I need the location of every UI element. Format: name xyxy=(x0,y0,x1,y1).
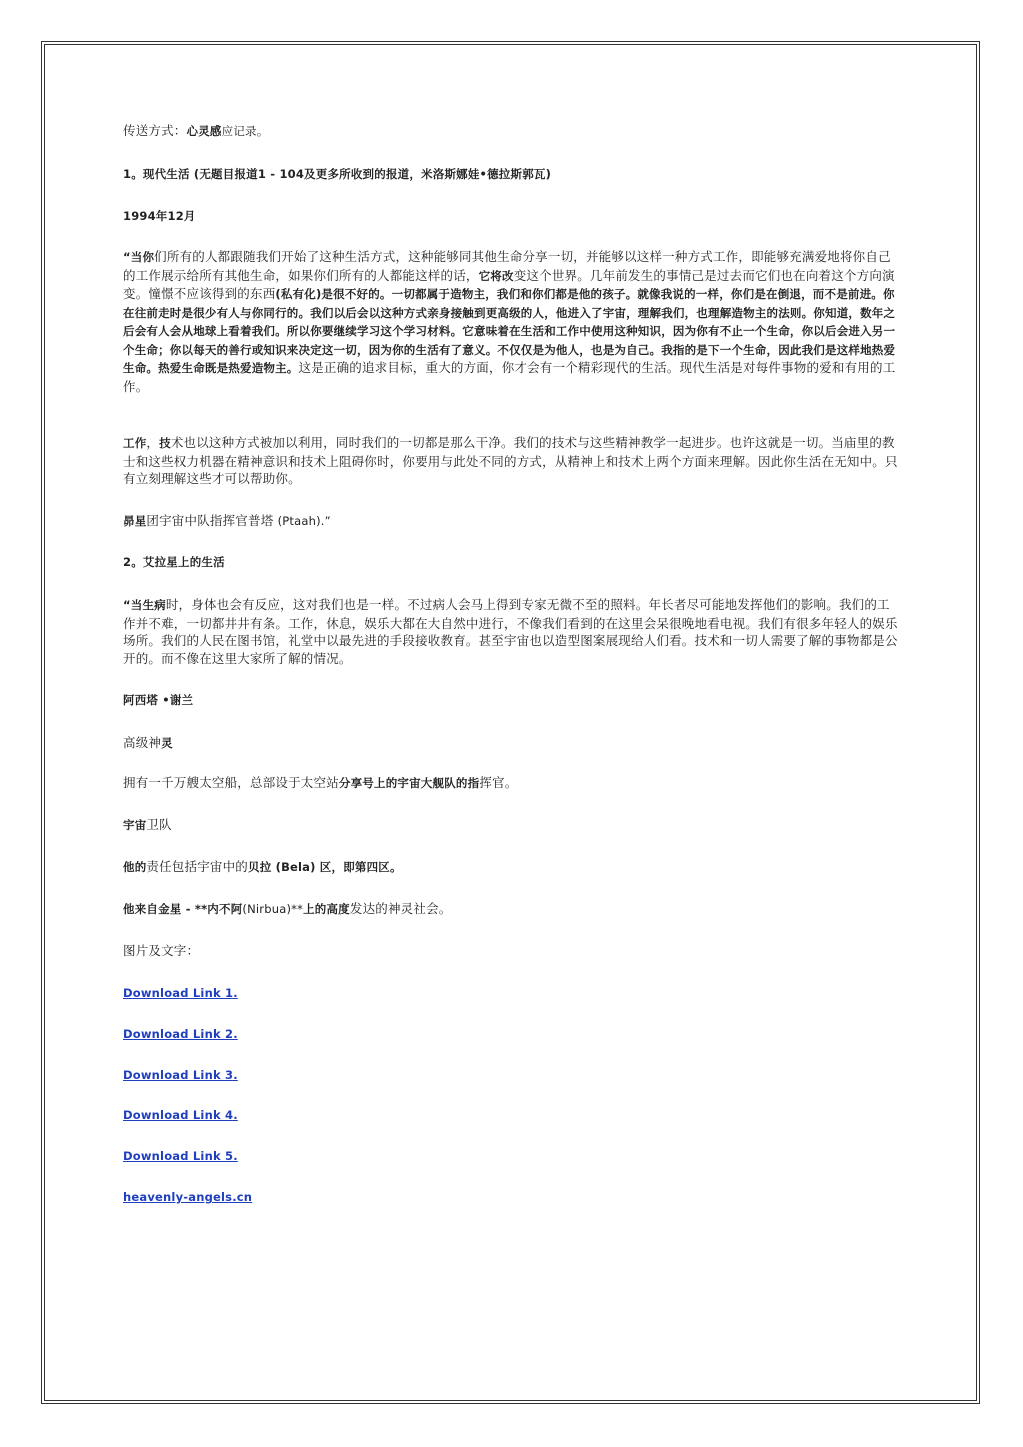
download-link-1-row xyxy=(123,984,238,1003)
download-link-3-row xyxy=(123,1066,238,1085)
date-line: 1994年12月 xyxy=(123,209,196,223)
download-link-2-row xyxy=(123,1025,238,1044)
paragraph-3: “当生病时，身体也会有反应，这对我们也是一样。不过病人会马上得到专家无微不至的照料。年长者尽可能地发挥他们的影响。我们的工作并不难，一切都井井有条。工作，休息，娱乐大都在大自然中进行，不像我们看到的在这里会呆很晚地看电视。我们有很多年轻人的娱乐场所。我们的人民在图书馆，礼堂中以最先进的手段接收教育。甚至宇宙也以造型图案展现给人们看。技术和一切人需要了解的事物都是公开的。而不像在这里大家所了解的情况。 xyxy=(123,597,898,666)
paragraph-2: 工作，技术也以这种方式被加以利用，同时我们的一切都是那么干净。我们的技术与这些精神教学一起进步。也许这就是一切。当庙里的教士和这些权力机器在精神意识和技术上阻碍你时，你要用与此处不同的方式，从精神上和技术上两个方面来理解。因此你生活在无知中。只有立刻理解这些才可以帮助你。 xyxy=(123,435,898,486)
commander-line: 拥有一千万艘太空船，总部设于太空站分享号上的宇宙大舰队的指挥官。 xyxy=(123,775,518,790)
title-line: 高级神灵 xyxy=(123,735,173,750)
download-link-5-row xyxy=(123,1147,238,1166)
origin-line: 他来自金星 - **内不阿(Nirbua)**上的高度发达的神灵社会。 xyxy=(123,901,452,916)
guard-line: 宇宙卫队 xyxy=(123,817,172,832)
transmission-line: 传送方式：心灵感应记录。 xyxy=(123,123,269,138)
site-link[interactable]: heavenly-angels.cn xyxy=(123,1190,253,1204)
download-link-4-row xyxy=(123,1106,238,1125)
download-link-2[interactable]: Download Link 2. xyxy=(123,1027,238,1041)
download-link-3[interactable]: Download Link 3. xyxy=(123,1068,238,1082)
name-line: 阿西塔 •谢兰 xyxy=(123,693,194,707)
pictures-label: 图片及文字： xyxy=(123,943,200,958)
download-link-5[interactable]: Download Link 5. xyxy=(123,1149,238,1163)
paragraph-1: “当你们所有的人都跟随我们开始了这种生活方式，这种能够同其他生命分享一切，并能够以这样一种方式工作，即能够充满爱地将你自己的工作展示给所有其他生命，如果你们所有的人都能这样的话，它将改变这个世界。几年前发生的事情己是过去而它们也在向着这个方向演变。憧憬不应该得到的东西(私有化)是很不好的。一切都属于造物主，我们和你们都是他的孩子。就像我说的一样，你们是在倒退，而不是前进。你在往前走时是很少有人与你同行的。我们以后会以这种方式亲身接触到更高级的人，他进入了宇宙，理解我们，也理解造物主的法则。你知道，数年之后会有人会从地球上看着我们。所以你要继续学习这个学习材料。它意味着在生活和工作中使用这种知识，因为你有不止一个生命，你以后会进入另一个生命；你以每天的善行或知识来决定这一切，因为你的生活有了意义。不仅仅是为他人，也是为自己。我指的是下一个生命，因此我们是这样地热爱生命。热爱生命既是热爱造物主。这是正确的追求目标，重大的方面，你才会有一个精彩现代的生活。现代生活是对每件事物的爱和有用的工作。 xyxy=(123,249,896,394)
site-link-row xyxy=(123,1188,252,1207)
item1-heading: 1。现代生活 (无题目报道1 - 104及更多所收到的报道，米洛斯娜娃•德拉斯郭瓦) xyxy=(123,167,552,181)
item2-heading: 2。艾拉星上的生活 xyxy=(123,555,225,569)
signature-ptaah: 昴星团宇宙中队指挥官普塔 (Ptaah).” xyxy=(123,513,331,528)
responsibility-line: 他的责任包括宇宙中的贝拉 (Bela) 区，即第四区。 xyxy=(123,859,402,874)
download-link-4[interactable]: Download Link 4. xyxy=(123,1108,238,1122)
download-link-1[interactable]: Download Link 1. xyxy=(123,986,238,1000)
